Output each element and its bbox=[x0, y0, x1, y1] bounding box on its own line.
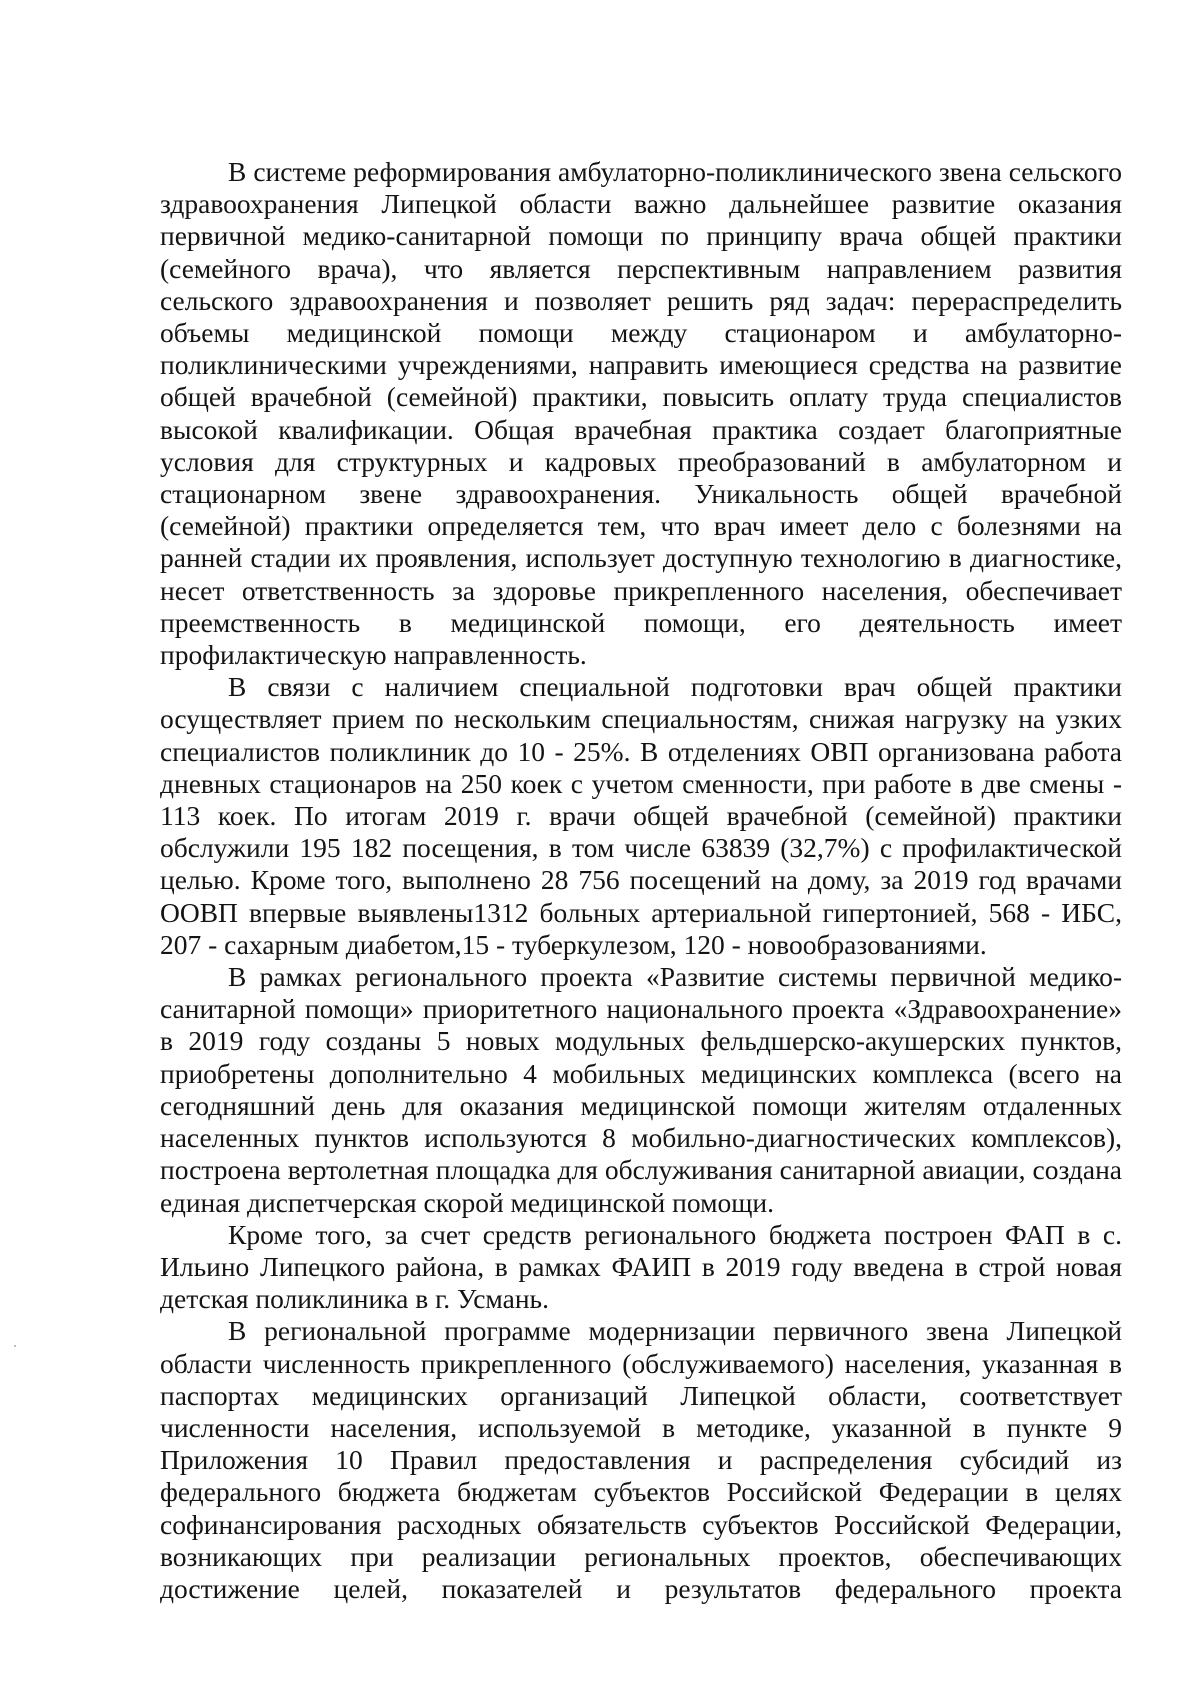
paragraph-reform-general-practice: В системе реформирования амбулаторно-поликлинического звена сельского здравоохранения Липецкой области важно дальнейшее развитие оказания первичной медико-санитарной помощи по принципу врача общей практики (семейного врача), что является перспективным направлением развития сельского здравоохранения и позволяет решить ряд задач: перераспределить объемы медицинской помощи между стационаром и амбулаторно-поликлиническими учреждениями, направить имеющиеся средства на развитие общей врачебной (семейной) практики, повысить оплату труда специалистов высокой квалификации. Общая врачебная практика создает благоприятные условия для структурных и кадровых преобразований в амбулаторном и стационарном звене здравоохранения. Уникальность общей врачебной (семейной) практики определяется тем, что врач имеет дело с болезнями на ранней стадии их проявления, использует доступную технологию в диагностике, несет ответственность за здоровье прикрепленного населения, обеспечивает преемственность в медицинской помощи, его деятельность имеет профилактическую направленность. bbox=[160, 156, 1122, 671]
paragraph-modernization-program: В региональной программе модернизации первичного звена Липецкой области численность прикрепленного (обслуживаемого) населения, указанная в паспортах медицинских организаций Липецкой области, соответствует численности населения, используемой в методике, указанной в пункте 9 Приложения 10 Правил предоставления и распределения субсидий из федерального бюджета бюджетам субъектов Российской Федерации в целях софинансирования расходных обязательств субъектов Российской Федерации, возникающих при реализации региональных проектов, обеспечивающих достижение целей, показателей и результатов федерального проекта bbox=[160, 1315, 1122, 1604]
scan-artifact bbox=[14, 1345, 16, 1347]
paragraph-general-practice-statistics: В связи с наличием специальной подготовки врач общей практики осуществляет прием по нескольким специальностям, снижая нагрузку на узких специалистов поликлиник до 10 - 25%. В отделениях ОВП организована работа дневных стационаров на 250 коек с учетом сменности, при работе в две смены - 113 коек. По итогам 2019 г. врачи общей врачебной (семейной) практики обслужили 195 182 посещения, в том числе 63839 (32,7%) с профилактической целью. Кроме того, выполнено 28 756 посещений на дому, за 2019 год врачами ООВП впервые выявлены1312 больных артериальной гипертонией, 568 - ИБС, 207 - сахарным диабетом,15 - туберкулезом, 120 - новообразованиями. bbox=[160, 671, 1122, 960]
paragraph-regional-project: В рамках регионального проекта «Развитие системы первичной медико-санитарной помощи» приоритетного национального проекта «Здравоохранение» в 2019 году созданы 5 новых модульных фельдшерско-акушерских пунктов, приобретены дополнительно 4 мобильных медицинских комплекса (всего на сегодняшний день для оказания медицинской помощи жителям отдаленных населенных пунктов используются 8 мобильно-диагностических комплексов), построена вертолетная площадка для обслуживания санитарной авиации, создана единая диспетчерская скорой медицинской помощи. bbox=[160, 961, 1122, 1218]
paragraph-regional-budget: Кроме того, за счет средств регионального бюджета построен ФАП в с. Ильино Липецкого района, в рамках ФАИП в 2019 году введена в строй новая детская поликлиника в г. Усмань. bbox=[160, 1218, 1122, 1315]
document-body bbox=[160, 156, 1122, 1605]
